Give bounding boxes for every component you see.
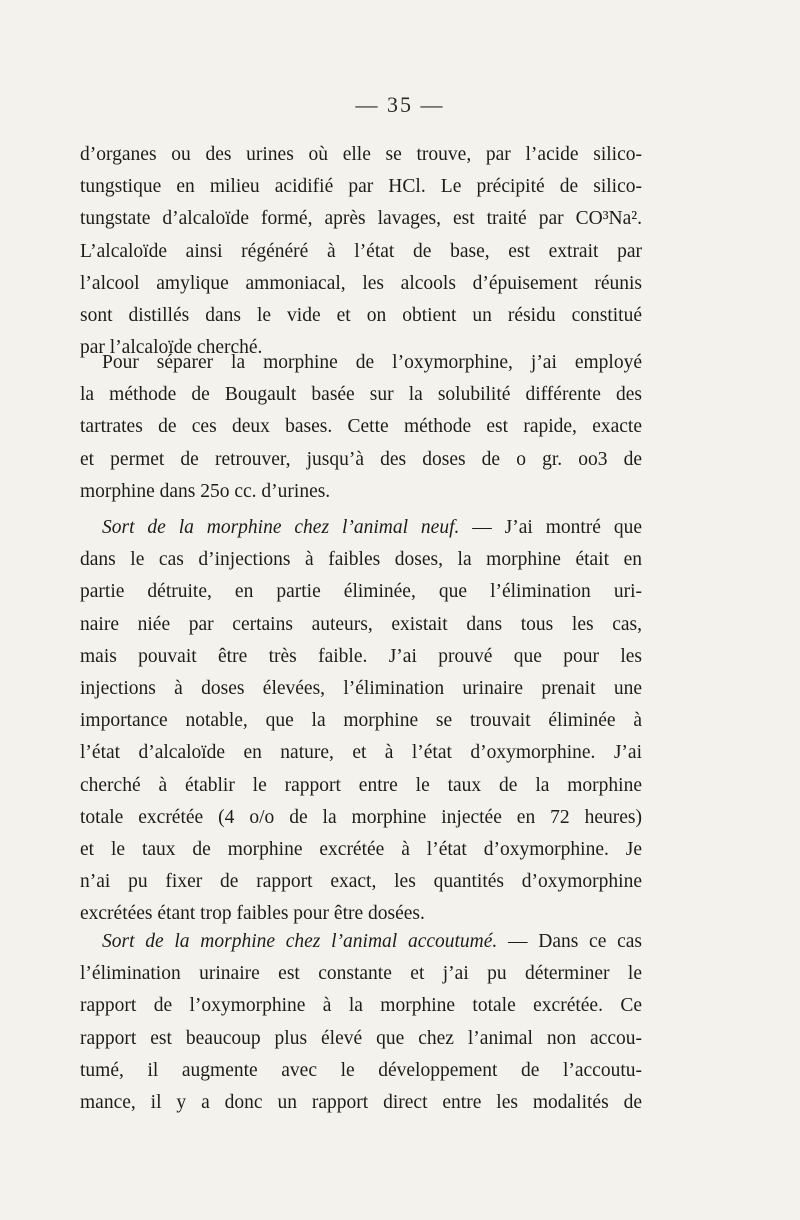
text-line: l’élimination urinaire est constante et j’ai pu déterminer le — [80, 963, 642, 985]
text-line: tartrates de ces deux bases. Cette méthode est rapide, exacte — [80, 416, 642, 438]
text-line: injections à doses élevées, l’élimination urinaire prenait une — [80, 678, 642, 700]
paragraph-4 — [80, 926, 642, 1119]
text-line: tungstique en milieu acidifié par HCl. Le précipité de silico- — [80, 176, 642, 198]
text-line: rapport est beaucoup plus élevé que chez l’animal non accou- — [80, 1027, 642, 1049]
text-line: la méthode de Bougault basée sur la solubilité différente des — [80, 384, 642, 406]
text-line: mais pouvait être très faible. J’ai prouvé que pour les — [80, 645, 642, 667]
text-line: mance, il y a donc un rapport direct entre les modalités de — [80, 1092, 642, 1114]
paragraph-2 — [80, 347, 642, 508]
text-line: et permet de retrouver, jusqu’à des doses de o gr. oo3 de — [80, 448, 642, 470]
text-line: dans le cas d’injections à faibles doses, la morphine était en — [80, 549, 642, 571]
text-line: par l’alcaloïde cherché. — [80, 337, 263, 359]
text-line: l’alcool amylique ammoniacal, les alcools d’épuisement réunis — [80, 272, 642, 294]
text-line: partie détruite, en partie éliminée, que l’élimination uri- — [80, 581, 642, 603]
text-line: d’organes ou des urines où elle se trouve, par l’acide silico- — [80, 144, 642, 165]
text-line: et le taux de morphine excrétée à l’état d’oxymorphine. Je — [80, 839, 642, 861]
section-heading-animal-neuf: Sort de la morphine chez l’animal neuf. — [102, 517, 460, 538]
text-line: L’alcaloïde ainsi régénéré à l’état de base, est extrait par — [80, 240, 642, 262]
text-line: totale excrétée (4 o/o de la morphine injectée en 72 heures) — [80, 806, 642, 828]
text-line: importance notable, que la morphine se trouvait éliminée à — [80, 710, 642, 732]
text-line: naire niée par certains auteurs, existait dans tous les cas, — [80, 613, 642, 635]
text-line: rapport de l’oxymorphine à la morphine totale excrétée. Ce — [80, 995, 642, 1017]
section-heading-animal-accoutume: Sort de la morphine chez l’animal accoutumé. — [102, 931, 498, 952]
text-line: l’état d’alcaloïde en nature, et à l’état d’oxymorphine. J’ai — [80, 742, 642, 764]
text-line: Pour séparer la morphine de l’oxymorphine, j’ai employé — [102, 352, 642, 373]
heading-line-rest: — J’ai montré que — [459, 517, 643, 538]
text-line: tumé, il augmente avec le développement de l’accoutu- — [80, 1059, 642, 1081]
text-line: excrétées étant trop faibles pour être dosées. — [80, 903, 425, 925]
text-line: tungstate d’alcaloïde formé, après lavages, est traité par CO³Na². — [80, 208, 642, 230]
text-line: morphine dans 25o cc. d’urines. — [80, 480, 331, 502]
text-line: sont distillés dans le vide et on obtient un résidu constitué — [80, 305, 642, 327]
text-line: cherché à établir le rapport entre le taux de la morphine — [80, 774, 642, 796]
text-line-with-heading — [80, 512, 642, 544]
heading-line-rest: — Dans ce cas — [497, 931, 642, 952]
paragraph-3 — [80, 512, 642, 931]
text-line-with-heading — [80, 926, 642, 958]
page-number: — 35 — — [355, 92, 445, 117]
text-line: n’ai pu fixer de rapport exact, les quantités d’oxymorphine — [80, 871, 642, 893]
paragraph-1 — [80, 139, 642, 364]
